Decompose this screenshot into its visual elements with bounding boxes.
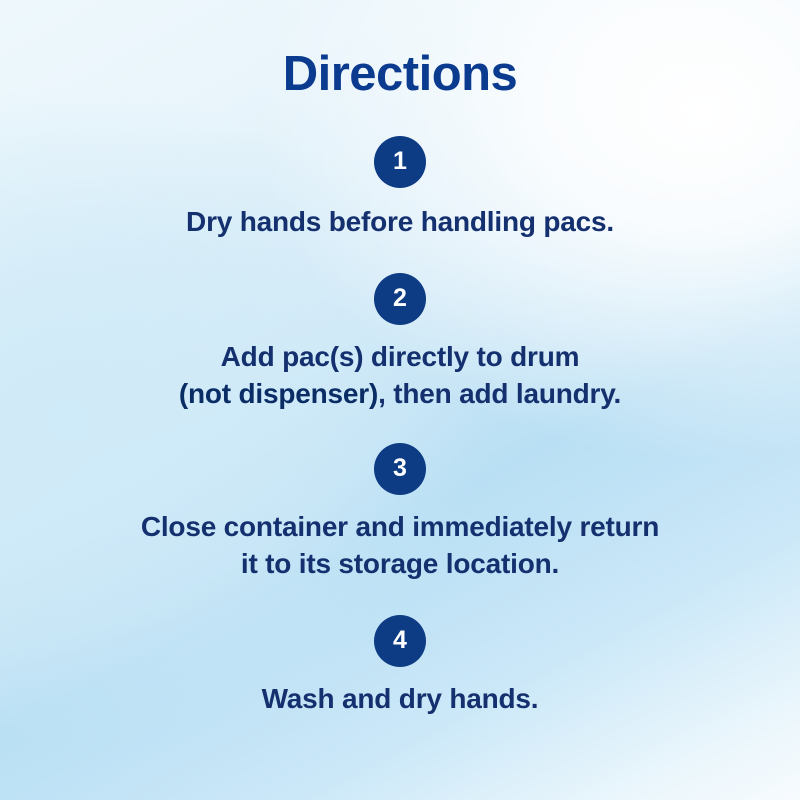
step-text <box>186 204 614 241</box>
step-line-emphasis: (not dispenser) <box>178 377 379 409</box>
step-line: Dry hands before handling pacs. <box>186 205 614 237</box>
page-title: Directions <box>282 47 518 101</box>
step-number-badge: 1 <box>374 136 426 188</box>
direction-step <box>0 443 800 607</box>
step-line: , then add laundry. <box>378 377 622 409</box>
step-line: Wash and dry hands. <box>261 682 539 714</box>
step-text <box>141 509 659 583</box>
direction-step <box>0 273 800 437</box>
direction-step <box>0 615 800 742</box>
direction-step <box>0 136 800 265</box>
step-number-badge: 2 <box>374 273 426 325</box>
step-number-badge: 3 <box>374 443 426 495</box>
step-line: it to its storage location. <box>240 547 560 579</box>
step-number-badge: 4 <box>374 615 426 667</box>
step-line: Close container and immediately return <box>140 510 660 542</box>
step-line: Add pac(s) directly to drum <box>220 340 580 372</box>
directions-step-list <box>0 136 800 742</box>
step-text <box>262 681 539 718</box>
step-text <box>179 339 621 413</box>
